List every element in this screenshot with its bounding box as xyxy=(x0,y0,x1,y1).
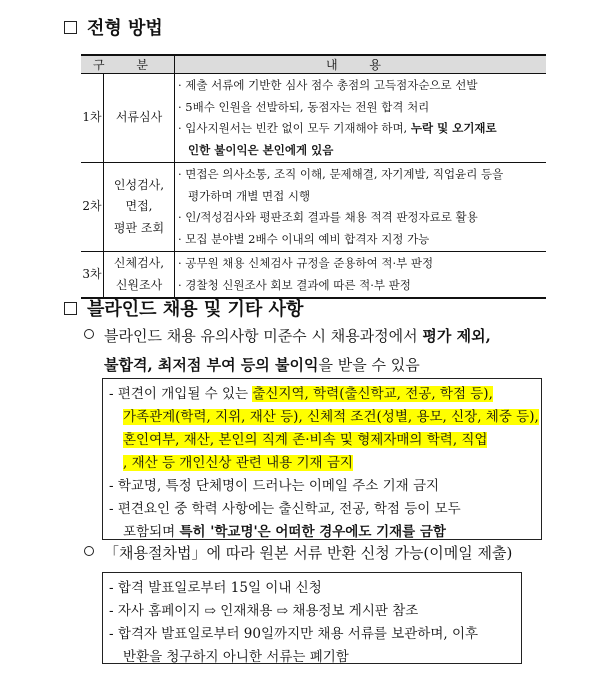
content-line: · 경찰청 신원조사 회보 결과에 따른 적·부 판정 xyxy=(178,277,411,292)
stage-cell: 1차 xyxy=(81,74,104,163)
rule-text: 포함되며 xyxy=(123,524,180,540)
content-line: · 인/적성검사와 평판조회 결과를 채용 적격 판정자료로 활용 xyxy=(178,210,478,224)
rule-line: - 편견요인 중 학력 사항에는 출신학교, 전공, 학점 등이 모두 xyxy=(109,501,461,517)
bullet-emphasis: 불합격, 최저점 부여 등의 불이익 xyxy=(104,356,319,374)
rule-line xyxy=(109,383,535,406)
section-title-blind xyxy=(64,295,303,321)
rule-line xyxy=(109,406,539,429)
return-rules-box xyxy=(102,572,522,664)
rule-line: - 자사 홈페이지 ⇨ 인재채용 ⇨ 채용정보 게시판 참조 xyxy=(109,603,419,619)
rule-line: - 합격 발표일로부터 15일 이내 신청 xyxy=(109,580,322,596)
header-content: 내 용 xyxy=(175,55,547,74)
section-title-text: 전형 방법 xyxy=(87,18,163,39)
content-cell xyxy=(175,163,547,252)
rule-line: 반환을 청구하지 아니한 서류는 폐기함 xyxy=(123,649,349,665)
bullet-text: 블라인드 채용 유의사항 미준수 시 채용과정에서 xyxy=(104,327,423,345)
rule-line xyxy=(109,452,535,475)
content-line: · 공무원 채용 신체검사 규정을 준용하여 적·부 판정 xyxy=(178,256,434,270)
section-title-text: 블라인드 채용 및 기타 사항 xyxy=(87,299,304,320)
bullet-emphasis: 평가 제외, xyxy=(422,327,491,345)
table-row xyxy=(81,74,546,163)
checkbox-icon xyxy=(64,302,77,315)
content-text: · 입사지원서는 빈칸 없이 모두 기재해야 하며, xyxy=(178,121,411,135)
table-row xyxy=(81,163,546,252)
stage-name-line: 인성검사, xyxy=(113,177,165,192)
stage-name-line: 신원조사 xyxy=(115,277,163,292)
checkbox-icon xyxy=(64,21,77,34)
highlighted-text: 출신지역, 학력(출신학교, 전공, 학점 등), xyxy=(252,386,493,402)
rule-line: - 합격자 발표일로부터 90일까지만 채용 서류를 보관하며, 이후 xyxy=(109,626,479,642)
table-row xyxy=(81,252,546,299)
circle-bullet-icon xyxy=(84,329,94,339)
content-line: 인한 불이익은 본인에게 있음 xyxy=(188,142,334,157)
section-title-selection xyxy=(64,14,163,40)
stage-name-cell xyxy=(104,163,175,252)
bullet-text: 「채용절차법」에 따라 원본 서류 반환 신청 가능(이메일 제출) xyxy=(104,544,513,562)
content-line: 평가하며 개별 면접 시행 xyxy=(188,188,311,203)
stage-name-line: 면접, xyxy=(125,199,153,214)
content-emphasis: 누락 및 오기재로 xyxy=(410,121,497,135)
circle-bullet-icon xyxy=(84,546,94,556)
blind-rules-box xyxy=(102,378,542,540)
content-line: · 면접은 의사소통, 조직 이해, 문제해결, 자기계발, 직업윤리 등을 xyxy=(178,167,504,181)
stage-cell: 2차 xyxy=(81,163,104,252)
stage-name-cell xyxy=(104,252,175,299)
stage-name-line: 평판 조회 xyxy=(113,220,165,235)
bullet-document-return xyxy=(84,539,512,568)
bullet-line xyxy=(84,322,491,351)
header-category: 구 분 xyxy=(81,55,175,74)
highlighted-text: 혼인여부, 재산, 본인의 직계 존·비속 및 형제자매의 학력, 직업 xyxy=(123,432,488,448)
highlighted-text: 가족관계(학력, 지위, 재산 등), 신체적 조건(성별, 용모, 신장, 체중 등), xyxy=(123,409,539,425)
bullet-line xyxy=(84,351,491,380)
content-line: · 모집 분야별 2배수 이내의 예비 합격자 지정 가능 xyxy=(178,231,430,246)
bullet-blind-notice xyxy=(84,322,491,380)
rule-line: - 학교명, 특정 단체명이 드러나는 이메일 주소 기재 금지 xyxy=(109,478,440,494)
content-cell xyxy=(175,74,547,163)
content-cell xyxy=(175,252,547,299)
stage-name-line: 신체검사, xyxy=(113,256,165,270)
rule-text: - 편견이 개입될 수 있는 xyxy=(109,386,253,402)
bullet-text: 을 받을 수 있음 xyxy=(318,356,420,374)
content-line: · 5배수 인원을 선발하되, 동점자는 전원 합격 처리 xyxy=(178,99,430,114)
highlighted-text: , 재산 등 개인신상 관련 내용 기재 금지 xyxy=(123,455,353,471)
stage-cell: 3차 xyxy=(81,252,104,299)
content-line: · 제출 서류에 기반한 심사 점수 총점의 고득점자순으로 선발 xyxy=(178,78,478,92)
stage-name-cell xyxy=(104,74,175,163)
stage-name-line: 서류심사 xyxy=(115,110,163,125)
rule-line xyxy=(109,429,535,452)
rule-emphasis: 특히 '학교명'은 어떠한 경우에도 기재를 금함 xyxy=(179,524,446,540)
selection-table xyxy=(81,54,546,299)
content-line xyxy=(178,118,543,140)
table-header-row xyxy=(81,55,546,74)
